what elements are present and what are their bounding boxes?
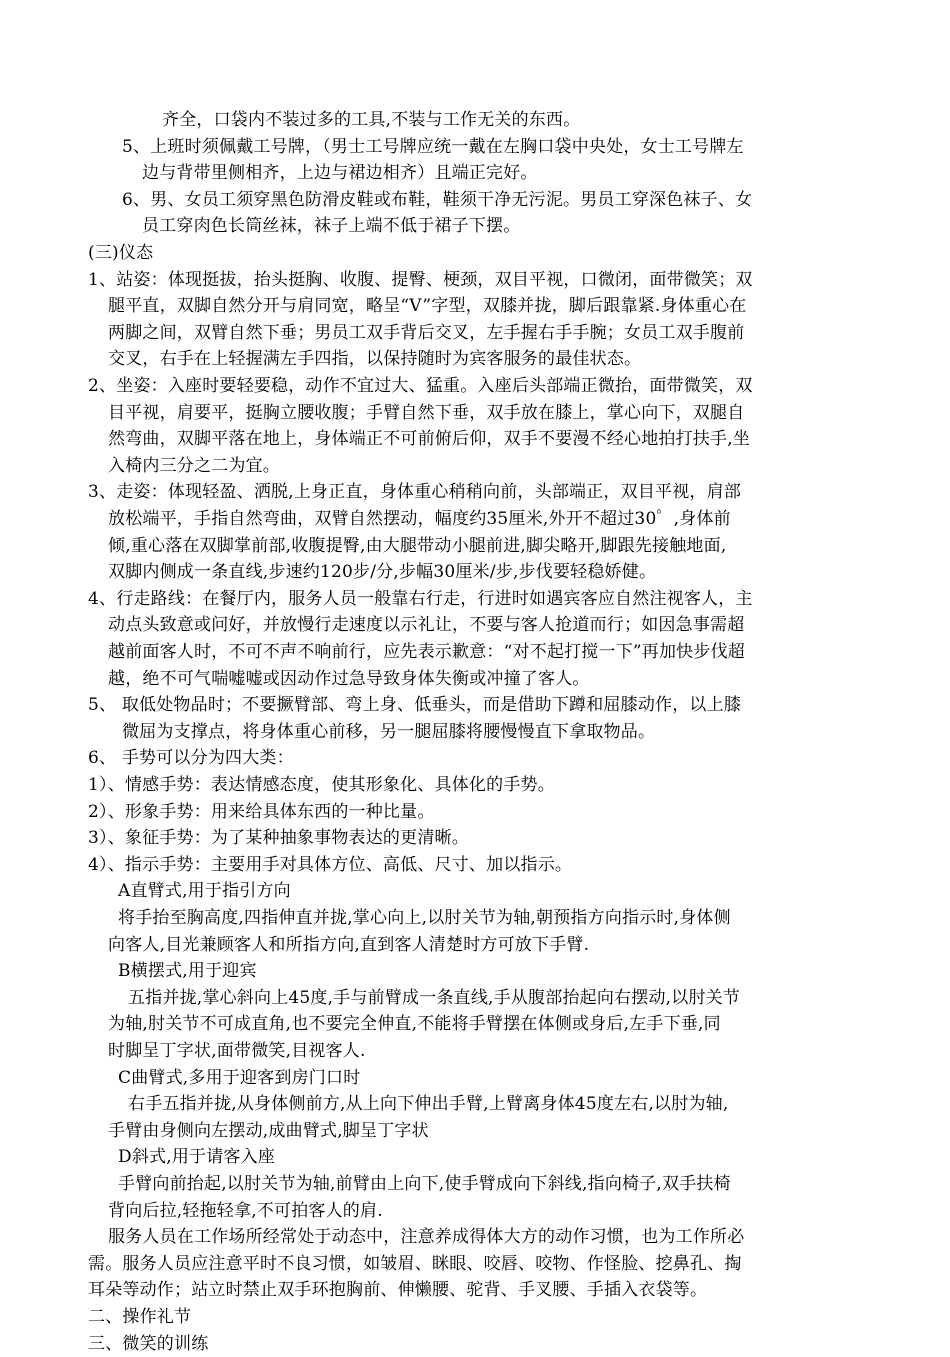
text-line: 目平视，肩要平，挺胸立腰收腹；手臂自然下垂，双手放在膝上，掌心向下，双腿自: [108, 402, 745, 423]
text-line: 3）、象征手势：为了某种抽象事物表达的更清晰。: [88, 828, 469, 849]
text-line: 越，绝不可气喘嘘嘘或因动作过急导致身体失衡或冲撞了客人。: [108, 668, 590, 689]
subheading-line: B横摆式,用于迎宾: [118, 961, 257, 982]
text-line: 将手抬至胸高度,四指伸直并拢,掌心向上,以肘关节为轴,朝预指方向指示时,身体侧: [118, 908, 731, 928]
text-line: 2）、形象手势：用来给具体东西的一种比量。: [88, 801, 435, 822]
subheading-line: C曲臂式,多用于迎客到房门口时: [118, 1067, 361, 1088]
text-line: 需。服务人员应注意平时不良习惯，如皱眉、眯眼、咬唇、咬物、作怪脸、挖鼻孔、掏: [88, 1253, 742, 1274]
text-line: 1、站姿：体现挺拔，抬头挺胸、收腹、提臀、梗颈，双目平视，口微闭，面带微笑；双: [88, 269, 753, 290]
subheading-line: A直臂式,用于指引方向: [118, 881, 291, 902]
text-line: 交叉，右手在上轻握满左手四指，以保持随时为宾客服务的最佳状态。: [108, 349, 642, 370]
section-heading: 二、操作礼节: [88, 1307, 192, 1327]
text-line: 4）、指示手势：主要用手对具体方位、高低、尺寸、加以指示。: [88, 854, 573, 875]
text-line: 时脚呈丁字状,面带微笑,目视客人.: [108, 1041, 366, 1061]
text-line: 手臂向前抬起,以肘关节为轴,前臂由上向下,使手臂成向下斜线,指向椅子,双手扶椅: [118, 1174, 731, 1194]
text-line: 1）、情感手势：表达情感态度，使其形象化、具体化的手势。: [88, 775, 555, 795]
text-line: 倾,重心落在双脚掌前部,收腹提臀,由大腿带动小腿前进,脚尖略开,脚跟先接触地面,: [108, 535, 727, 556]
text-line: 放松端平，手指自然弯曲，双臂自然摆动，幅度约35厘米,外开不超过30゜,身体前: [108, 509, 731, 529]
text-line: 齐全，口袋内不装过多的工具,不装与工作无关的东西。: [162, 110, 581, 130]
text-line: 5、上班时须佩戴工号牌，（男士工号牌应统一戴在左胸口袋中央处，女士工号牌左: [122, 136, 744, 157]
text-line: 耳朵等动作；站立时禁止双手环抱胸前、伸懒腰、驼背、手叉腰、手插入衣袋等。: [88, 1280, 708, 1301]
text-line: 微屈为支撑点，将身体重心前移，另一腿屈膝将腰慢慢直下拿取物品。: [122, 721, 656, 742]
text-line: 然弯曲，双脚平落在地上，身体端正不可前俯后仰，双手不要漫不经心地拍打扶手,坐: [108, 429, 751, 450]
text-line: 边与背带里侧相齐，上边与裙边相齐）且端正完好。: [142, 163, 538, 184]
text-line: 五指并拢,掌心斜向上45度,手与前臂成一条直线,手从腹部抬起向右摆动,以肘关节: [128, 987, 741, 1008]
text-line: 手臂由身侧向左摆动,成曲臂式,脚呈丁字状: [108, 1120, 429, 1141]
text-line: 越前面客人时，不可不声不响前行，应先表示歉意：“对不起打搅一下”再加快步伐超: [108, 642, 745, 662]
text-line: 为轴,肘关节不可成直角,也不要完全伸直,不能将手臂摆在体侧或身后,左手下垂,同: [108, 1014, 721, 1035]
text-line: 腿平直，双脚自然分开与肩同宽，略呈“V”字型，双膝并拢，脚后跟靠紧.身体重心在: [108, 296, 747, 317]
text-line: 6、 手势可以分为四大类：: [88, 748, 294, 769]
text-line: 2、坐姿：入座时要轻要稳，动作不宜过大、猛重。入座后头部端正微抬，面带微笑，双: [88, 376, 753, 396]
section-heading: 三、微笑的训练: [88, 1333, 209, 1354]
text-line: 向客人,目光兼顾客人和所指方向,直到客人清楚时方可放下手臂.: [108, 934, 590, 955]
text-line: 6、男、女员工须穿黑色防滑皮鞋或布鞋，鞋须干净无污泥。男员工穿深色袜子、女: [122, 189, 753, 210]
text-line: 右手五指并拢,从身体侧前方,从上向下伸出手臂,上臂离身体45度左右,以肘为轴,: [128, 1094, 729, 1115]
text-line: 背向后拉,轻拖轻拿,不可拍客人的肩.: [108, 1200, 383, 1221]
text-line: 员工穿肉色长筒丝袜，袜子上端不低于裙子下摆。: [142, 216, 521, 237]
text-line: 入椅内三分之二为宜。: [108, 455, 280, 476]
text-line: 服务人员在工作场所经常处于动态中，注意养成得体大方的动作习惯，也为工作所必: [108, 1227, 745, 1248]
text-line: 动点头致意或问好，并放慢行走速度以示礼让，不要与客人抢道而行；如因急事需超: [108, 615, 745, 636]
text-line: 两脚之间，双臂自然下垂；男员工双手背后交叉，左手握右手手腕；女员工双手腹前: [108, 322, 745, 343]
text-line: 双脚内侧成一条直线,步速约120步/分,步幅30厘米/步,步伐要轻稳娇健。: [108, 562, 657, 583]
section-heading: (三)仪态: [88, 243, 154, 263]
text-line: 4、行走路线：在餐厅内，服务人员一般靠右行走，行进时如遇宾客应自然注视客人，主: [88, 588, 753, 609]
subheading-line: D斜式,用于请客入座: [118, 1147, 276, 1168]
text-line: 5、 取低处物品时；不要撅臂部、弯上身、低垂头，而是借助下蹲和屈膝动作，以上膝: [88, 695, 742, 716]
text-line: 3、走姿：体现轻盈、洒脱,上身正直，身体重心稍稍向前，头部端正，双目平视，肩部: [88, 482, 742, 503]
